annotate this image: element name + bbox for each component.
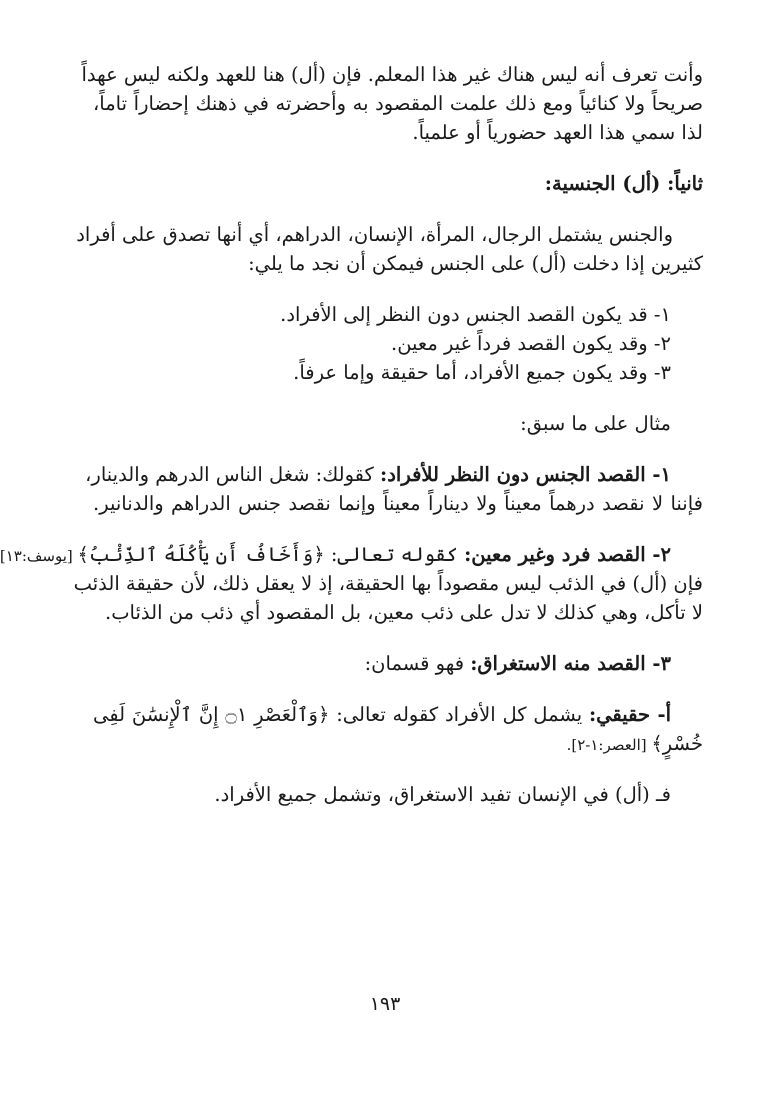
page-body (0, 60, 703, 809)
example-1 (85, 460, 703, 518)
example-1-line-1 (85, 460, 703, 489)
quran-verse: ﴿وَأَخَافُ أَن يَأْكُلَهُ ٱلذِّئْبُ﴾ (77, 543, 325, 566)
example-3 (93, 649, 703, 678)
example-1-line-2: فإننا لا نقصد درهماً معيناً ولا ديناراً معيناً وإنما نقصد جنس الدراهم والدنانير. (93, 492, 703, 515)
section-heading: ثانياً: (أل) الجنسية: (544, 172, 703, 195)
page-number: ١٩٣ (369, 993, 401, 1015)
verse-reference: [يوسف:١٣] (0, 547, 78, 565)
example-2-lead: ٢- القصد فرد وغير معين: (464, 543, 671, 566)
numbered-list (93, 300, 703, 387)
genus-line-1: والجنس يشتمل الرجال، المرأة، الإنسان، الدراهم، أي أنها تصدق على أفراد (76, 223, 673, 246)
example-intro: مثال على ما سبق: (520, 412, 671, 435)
example-3-text: فهو قسمان: (364, 652, 471, 675)
intro-line-2: صريحاً ولا كنائياً ومع ذلك علمت المقصود به وأحضرته في ذهنك إحضاراً تاماً، (93, 92, 703, 115)
intro-line-1: وأنت تعرف أنه ليس هناك غير هذا المعلم. فإن (أل) هنا للعهد ولكنه ليس عهداً (81, 63, 703, 86)
example-1-lead: ١- القصد الجنس دون النظر للأفراد: (380, 463, 671, 486)
example-2-line-1 (0, 540, 703, 569)
list-item: ١- قد يكون القصد الجنس دون النظر إلى الأفراد. (280, 303, 671, 326)
final-sentence: فـ (أل) في الإنسان تفيد الاستغراق، وتشمل جميع الأفراد. (214, 783, 671, 806)
intro-line-3: لذا سمي هذا العهد حضورياً أو علمياً. (412, 121, 703, 144)
sub-item-a-line-2 (93, 729, 703, 758)
example-2-line-2: فإن (أل) في الذئب ليس مقصوداً بها الحقيقة، إذ لا يعقل ذلك، لأن حقيقة الذئب (73, 572, 703, 595)
example-2-text: كقوله تعالى: (324, 543, 465, 566)
example-3-lead: ٣- القصد منه الاستغراق: (470, 652, 671, 675)
quran-verse-end: خُسْرٍ﴾ (651, 732, 703, 755)
genus-line-2: كثيرين إذا دخلت (أل) على الجنس فيمكن أن نجد ما يلي: (248, 252, 703, 275)
intro-paragraph (81, 60, 703, 147)
sub-item-a-text: يشمل كل الأفراد كقوله تعالى: (329, 703, 589, 726)
sub-item-a-line-1 (93, 700, 703, 729)
genus-paragraph (76, 220, 703, 278)
list-item: ٣- وقد يكون جميع الأفراد، أما حقيقة وإما عرفاً. (293, 361, 671, 384)
sub-item-a-lead: أ- حقيقي: (588, 703, 671, 726)
sub-item-a (93, 700, 703, 758)
quran-verse: ﴿وَٱلْعَصْرِ ۝١ إِنَّ ٱلْإِنسَٰنَ لَفِى (93, 703, 330, 726)
example-1-text: كقولك: شغل الناس الدرهم والدينار، (85, 463, 381, 486)
verse-reference: [العصر:١-٢]. (566, 736, 652, 754)
list-item: ٢- وقد يكون القصد فرداً غير معين. (391, 332, 671, 355)
example-2 (0, 540, 703, 627)
example-2-line-3: لا تأكل، وهي كذلك لا تدل على ذئب معين، بل المقصود أي ذئب من الذئاب. (105, 601, 703, 624)
